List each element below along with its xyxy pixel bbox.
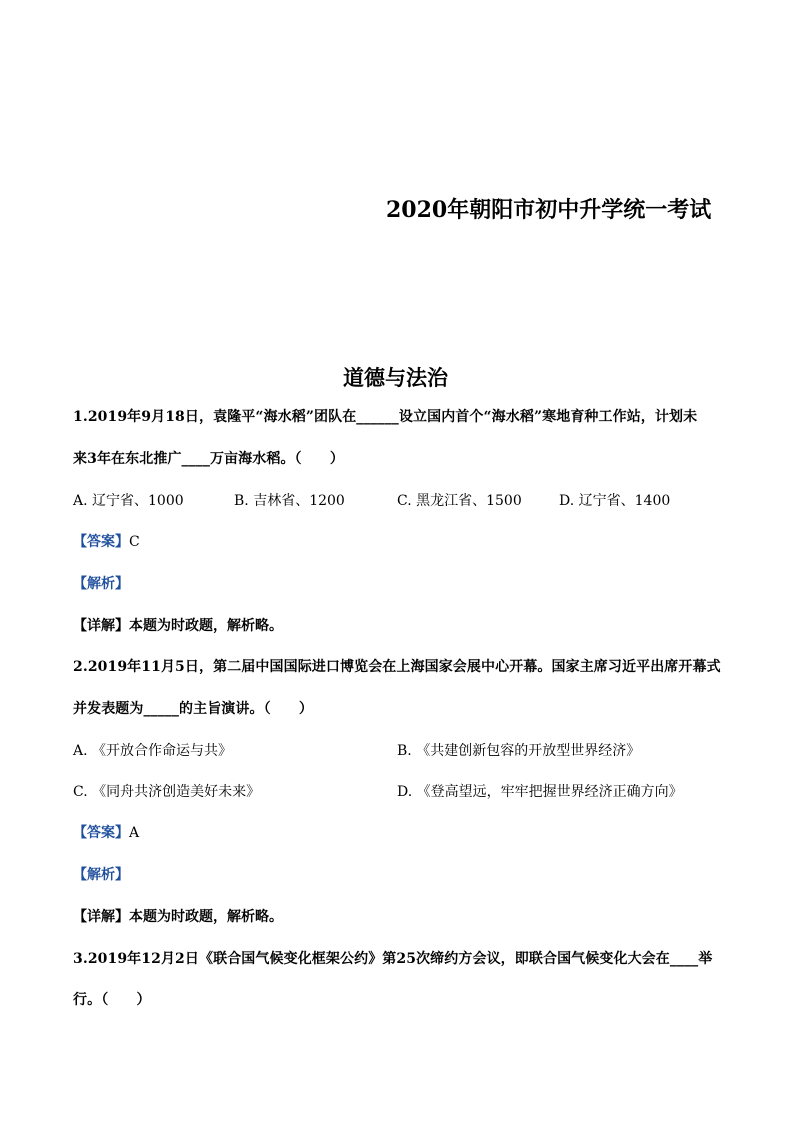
question-2-answer: [73, 822, 139, 842]
question-1-analysis-label: 【解析】: [73, 576, 129, 592]
question-2-detail: [73, 906, 283, 926]
question-2-stem-line1: 2.2019年11月5日，第二届中国国际进口博览会在上海国家会展中心开幕。国家主席习近平出席开幕式: [73, 659, 721, 675]
exam-title: 2020年朝阳市初中升学统一考试: [386, 197, 712, 223]
answer-value: A: [129, 825, 140, 841]
detail-text: 本题为时政题，解析略。: [129, 909, 283, 925]
question-1-answer: [73, 531, 140, 551]
question-1-option-b: B. 吉林省、1200: [234, 493, 345, 509]
question-3-stem-line1: 3.2019年12月2日《联合国气候变化框架公约》第25次缔约方会议，即联合国气候变化大会在____举: [73, 951, 713, 967]
question-1-detail: [73, 615, 283, 635]
question-2-stem-line2: 并发表题为_____的主旨演讲。（ ）: [73, 701, 313, 717]
question-1-option-d: D. 辽宁省、1400: [559, 493, 671, 509]
detail-label: 【详解】: [73, 618, 129, 634]
question-1-option-a: A. 辽宁省、1000: [73, 493, 184, 509]
question-2-analysis-label: 【解析】: [73, 867, 129, 883]
detail-text: 本题为时政题，解析略。: [129, 618, 283, 634]
subject-title: 道德与法治: [343, 365, 448, 390]
question-2-option-a: A. 《开放合作命运与共》: [73, 743, 233, 759]
question-3-stem-line2: 行。（ ）: [73, 992, 151, 1008]
question-1-option-c: C. 黑龙江省、1500: [397, 493, 522, 509]
answer-label: 【答案】: [73, 534, 129, 550]
detail-label: 【详解】: [73, 909, 129, 925]
answer-label: 【答案】: [73, 825, 129, 841]
question-2-option-c: C. 《同舟共济创造美好未来》: [73, 784, 261, 800]
question-2-option-d: D. 《登高望远，牢牢把握世界经济正确方向》: [397, 784, 683, 800]
answer-value: C: [129, 534, 140, 550]
question-2-option-b: B. 《共建创新包容的开放型世界经济》: [397, 743, 641, 759]
question-1-stem-line1: 1.2019年9月18日，袁隆平“海水稻”团队在______设立国内首个“海水稻”寒地育种工作站，计划未: [73, 409, 698, 425]
question-1-stem-line2: 来3年在东北推广____万亩海水稻。（ ）: [73, 451, 344, 467]
